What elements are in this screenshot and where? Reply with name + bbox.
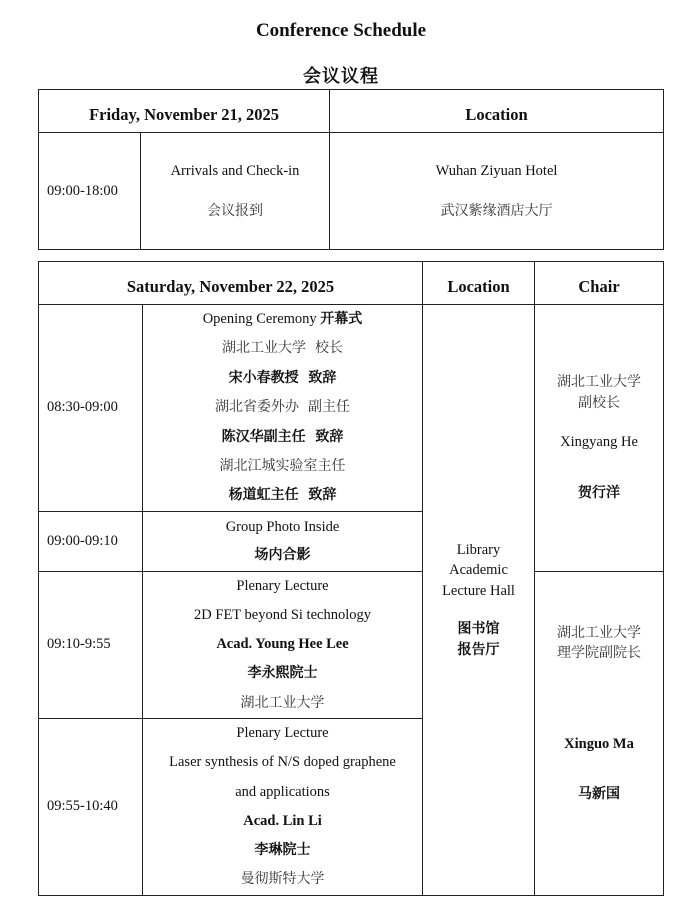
time-cell: 09:55-10:40 — [39, 718, 143, 895]
event-line: Plenary Lecture — [236, 577, 329, 594]
chair-affiliation: 理学院副院长 — [557, 645, 642, 662]
chair-affiliation: 湖北工业大学 — [557, 624, 642, 641]
time-cell: 09:00-18:00 — [39, 133, 141, 250]
location-zh: 武汉紫缘酒店大厅 — [440, 202, 553, 219]
page-title: Conference Schedule — [255, 20, 427, 41]
page-title-chinese: 会议议程 — [303, 66, 379, 87]
chair-cell — [535, 571, 664, 895]
event-title-zh: 开幕式 — [320, 311, 363, 327]
event-line: 湖北江城实验室主任 — [219, 458, 346, 475]
event-line: Acad. Lin Li — [243, 812, 322, 829]
location-cell — [423, 305, 535, 896]
event-line: Acad. Young Hee Lee — [216, 636, 349, 653]
event-line: 宋小春教授 致辞 — [228, 369, 337, 386]
event-line: 陈汉华副主任 致辞 — [221, 428, 344, 445]
table-row — [39, 305, 664, 512]
event-line: Plenary Lecture — [236, 725, 329, 742]
event-line: Laser synthesis of N/S doped graphene — [169, 754, 396, 771]
event-cell — [143, 511, 423, 571]
chair-affiliation: 湖北工业大学 — [557, 374, 642, 391]
location-cell — [330, 133, 664, 250]
event-cell — [143, 305, 423, 512]
event-line: 湖北工业大学 — [240, 694, 325, 711]
table-row — [39, 571, 664, 718]
event-title-en: Opening Ceremony — [202, 311, 317, 327]
event-cell — [141, 133, 330, 250]
friday-schedule-table — [38, 89, 664, 250]
event-line: 李永熙院士 — [247, 665, 318, 682]
saturday-location-header: Location — [423, 262, 535, 305]
saturday-schedule-table — [38, 261, 664, 896]
event-line: 湖北工业大学 校长 — [222, 340, 343, 357]
chair-name-zh: 马新国 — [578, 786, 621, 803]
friday-date-header: Friday, November 21, 2025 — [39, 90, 330, 133]
time-cell: 08:30-09:00 — [39, 305, 143, 512]
event-cell — [143, 571, 423, 718]
location-zh: 图书馆 — [457, 621, 500, 638]
event-line: Group Photo Inside — [225, 519, 340, 536]
chair-affiliation: 副校长 — [578, 394, 621, 411]
time-cell: 09:00-09:10 — [39, 511, 143, 571]
chair-cell — [535, 305, 664, 572]
event-title-zh: 会议报到 — [207, 202, 263, 219]
event-line: 2D FET beyond Si technology — [194, 607, 371, 624]
event-title-en: Arrivals and Check-in — [170, 162, 300, 179]
friday-location-header: Location — [330, 90, 664, 133]
event-line: 杨道虹主任 致辞 — [228, 487, 337, 504]
table-row — [39, 133, 664, 250]
chair-name-en: Xinguo Ma — [564, 735, 634, 752]
chair-name-zh: 贺行洋 — [578, 484, 621, 501]
location-en: Library — [456, 541, 501, 558]
chair-name-en: Xingyang He — [560, 434, 638, 451]
chair-header: Chair — [535, 262, 664, 305]
event-cell — [143, 718, 423, 895]
location-en: Lecture Hall — [442, 582, 515, 599]
event-line: and applications — [235, 783, 330, 800]
location-en: Academic — [449, 562, 508, 579]
saturday-date-header: Saturday, November 22, 2025 — [39, 262, 423, 305]
event-line: 场内合影 — [254, 547, 311, 564]
location-zh: 报告厅 — [457, 641, 500, 658]
event-line: 曼彻斯特大学 — [240, 871, 325, 888]
event-line: 湖北省委外办 副主任 — [215, 399, 350, 416]
time-cell: 09:10-9:55 — [39, 571, 143, 718]
location-en: Wuhan Ziyuan Hotel — [435, 162, 558, 179]
event-line: 李琳院士 — [254, 842, 311, 859]
